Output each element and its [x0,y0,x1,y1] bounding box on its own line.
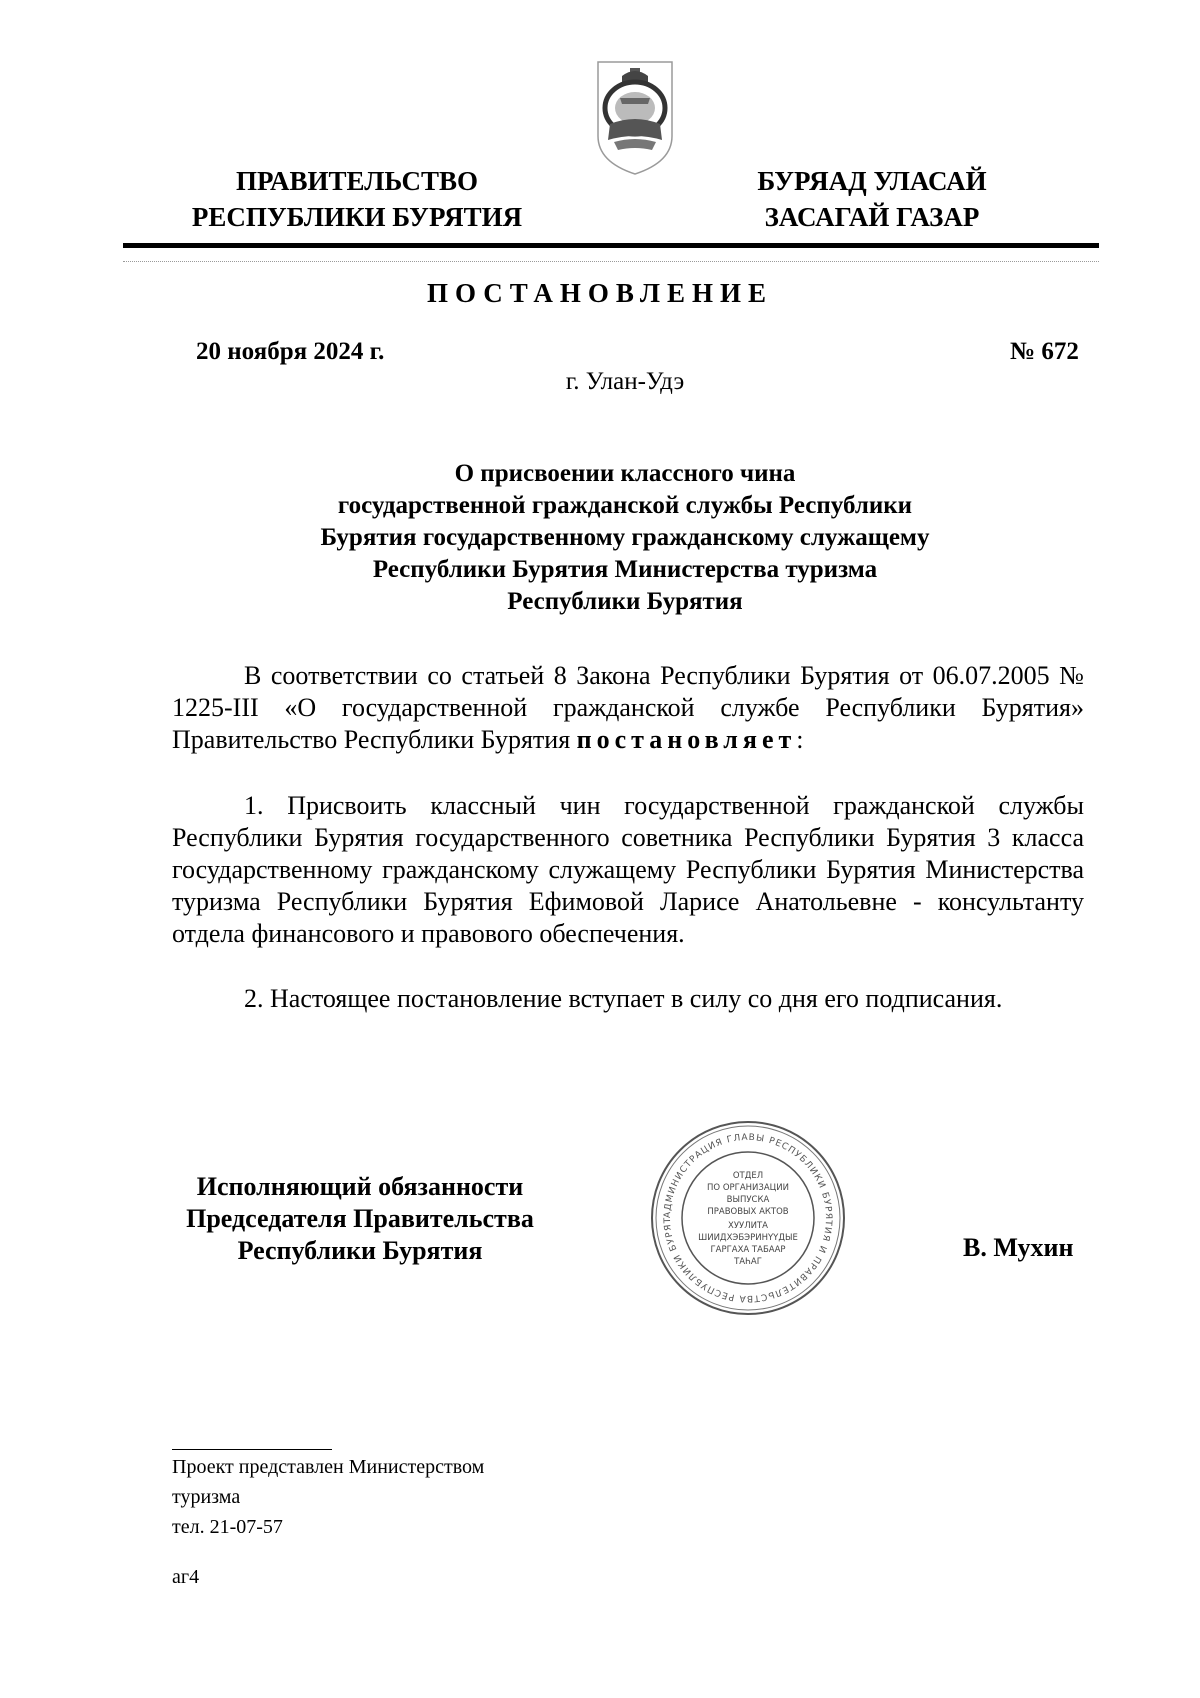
header-divider-thick [123,243,1099,248]
clause-1: 1. Присвоить классный чин государственной гражданской службы Республики Бурятия государственного советника Республики Бурятия 3 класса государственному гражданскому служащему Республики Бурятия Министерства туризма Республики Бурятия Ефимовой Ларисе Анатольевне - консультанту отдела финансового и правового обеспечения. [172,791,1084,948]
seal-line-1: ОТДЕЛ [732,1171,764,1181]
official-seal [648,1118,848,1318]
footnote-line-2: туризма [172,1486,241,1508]
svg-text:АДМИНИСТРАЦИЯ ГЛАВЫ РЕСПУБЛИКИ: АДМИНИСТРАЦИЯ ГЛАВЫ РЕСПУБЛИКИ БУРЯТИЯ И ПРАВИТЕЛЬСТВА РЕСПУБЛИКИ БУРЯТ [662,1132,834,1304]
government-name-buryat [722,163,1022,235]
signatory-position [150,1171,570,1267]
header-left-line2: РЕСПУБЛИКИ БУРЯТИЯ [191,202,523,232]
title-line-4: Республики Бурятия Министерства туризма [372,556,878,583]
footnote-divider [172,1449,332,1450]
decree-word: постановляет [576,725,797,754]
signatory-line-2: Председателя Правительства [186,1204,534,1233]
seal-line-4: ПРАВОВЫХ АКТОВ [707,1207,789,1217]
signatory-line-3: Республики Бурятия [237,1236,483,1265]
header-right-line1: БУРЯАД УЛАСАЙ [757,166,987,196]
footnote-phone: тел. 21-07-57 [172,1516,283,1538]
title-line-2: государственной гражданской службы Республики [337,492,913,519]
signatory-name: В. Мухин [963,1233,1074,1262]
signatory-line-1: Исполняющий обязанности [196,1172,524,1201]
title-line-3: Бурятия государственному гражданскому служащему [320,524,930,551]
preamble-text: В соответствии со статьей 8 Закона Республики Бурятия от 06.07.2005 № 1225-III «О государственной гражданской службе Республики Бурятия» Правительство Республики Бурятия [172,661,1084,754]
header-right-line2: ЗАСАГАЙ ГАЗАР [764,202,980,232]
header-left-line1: ПРАВИТЕЛЬСТВО [235,166,479,196]
seal-line-8: ТАҺАГ [734,1257,762,1267]
coat-of-arms-icon [592,58,678,176]
document-type: ПОСТАНОВЛЕНИЕ [426,278,774,308]
government-name-russian [168,163,546,235]
title-line-5: Республики Бурятия [507,588,743,615]
footnote-line-1: Проект представлен Министерством [172,1456,485,1478]
seal-line-5: ХУУЛИТА [728,1221,768,1231]
header-divider-thin [123,261,1099,262]
footnote [172,1452,484,1542]
document-date: 20 ноября 2024 г. [196,338,385,365]
title-line-1: О присвоении классного чина [454,460,796,487]
preamble-paragraph [172,660,1084,756]
seal-line-7: ГАРГАХА ТАБААР [710,1245,786,1255]
official-seal-icon [648,1118,848,1318]
seal-line-3: ВЫПУСКА [726,1195,770,1205]
seal-line-2: ПО ОРГАНИЗАЦИИ [707,1183,789,1193]
document-number: № 672 [1010,338,1079,365]
coat-of-arms-emblem [592,58,678,176]
document-code: аг4 [172,1566,200,1588]
clause-2: 2. Настоящее постановление вступает в силу со дня его подписания. [244,984,1003,1013]
seal-line-6: ШИИДХЭБЭРИНҮҮДЫЕ [698,1233,798,1243]
decree-suffix: : [796,725,804,754]
document-title [240,458,1010,618]
document-city: г. Улан-Удэ [565,368,685,395]
